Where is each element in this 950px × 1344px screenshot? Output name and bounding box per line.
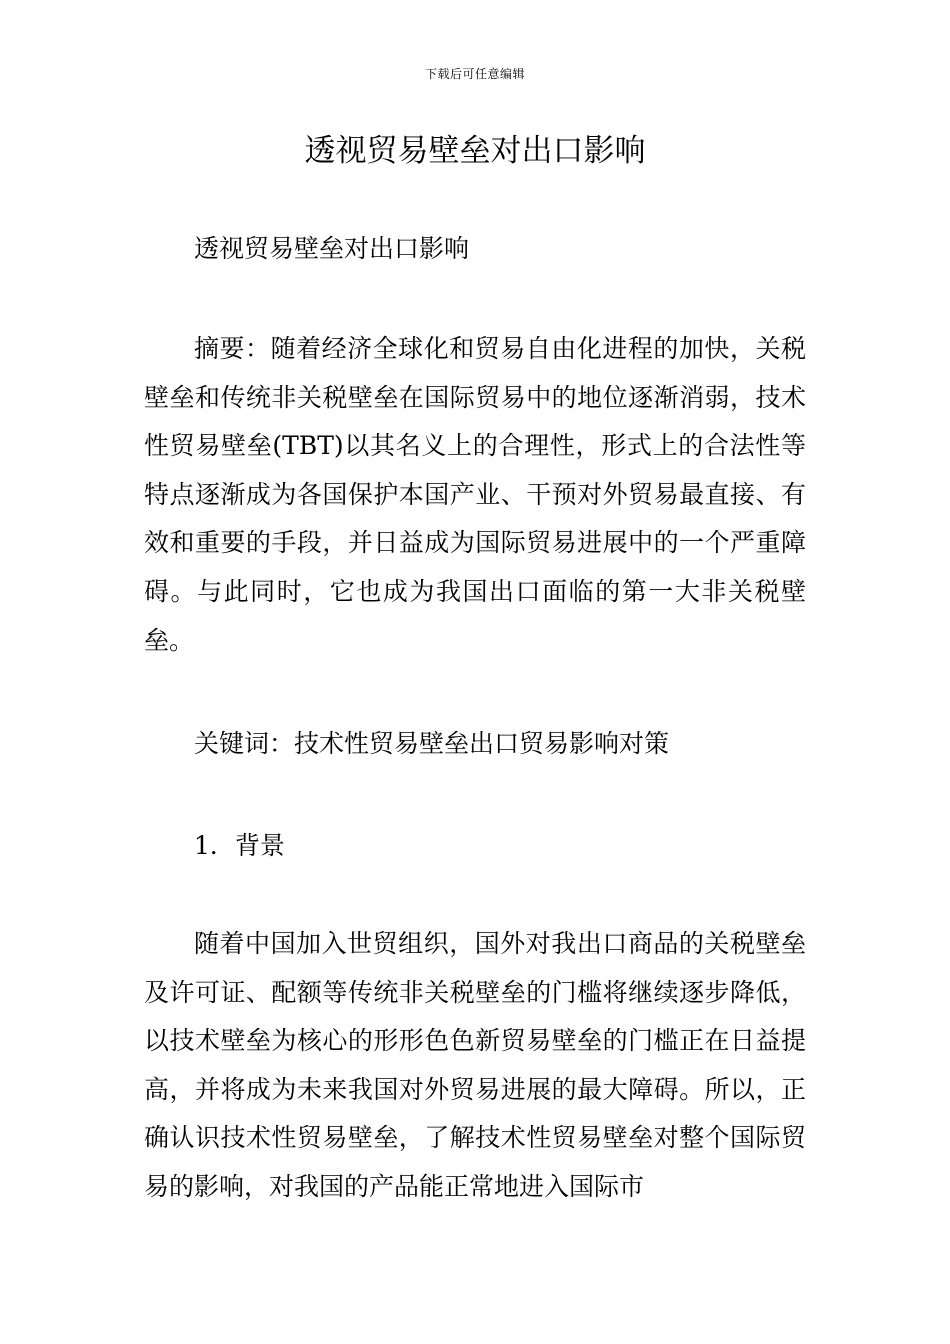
- keywords-paragraph: 关键词：技术性贸易壁垒出口贸易影响对策: [194, 729, 670, 758]
- abstract-paragraph: 摘要：随着经济全球化和贸易自由化进程的加快，关税壁垒和传统非关税壁垒在国际贸易中的地位逐渐消弱，技术性贸易壁垒(TBT)以其名义上的合理性，形式上的合法性等特点逐渐成为各国保护本国产业、干预对外贸易最直接、有效和重要的手段，并日益成为国际贸易进展中的一个严重障碍。与此同时，它也成为我国出口面临的第一大非关税壁垒。: [144, 334, 806, 655]
- document-title: 透视贸易壁垒对出口影响: [304, 133, 646, 169]
- header-note: 下载后可任意编辑: [424, 67, 525, 81]
- subtitle-paragraph: 透视贸易壁垒对出口影响: [194, 234, 470, 263]
- background-paragraph: 随着中国加入世贸组织，国外对我出口商品的关税壁垒及许可证、配额等传统非关税壁垒的门槛将继续逐步降低，以技术壁垒为核心的形形色色新贸易壁垒的门槛正在日益提高，并将成为未来我国对外贸易进展的最大障碍。所以，正确认识技术性贸易壁垒，了解技术性贸易壁垒对整个国际贸易的影响，对我国的产品能正常地进入国际市: [144, 929, 806, 1201]
- section-heading-background: 1．背景: [194, 831, 285, 860]
